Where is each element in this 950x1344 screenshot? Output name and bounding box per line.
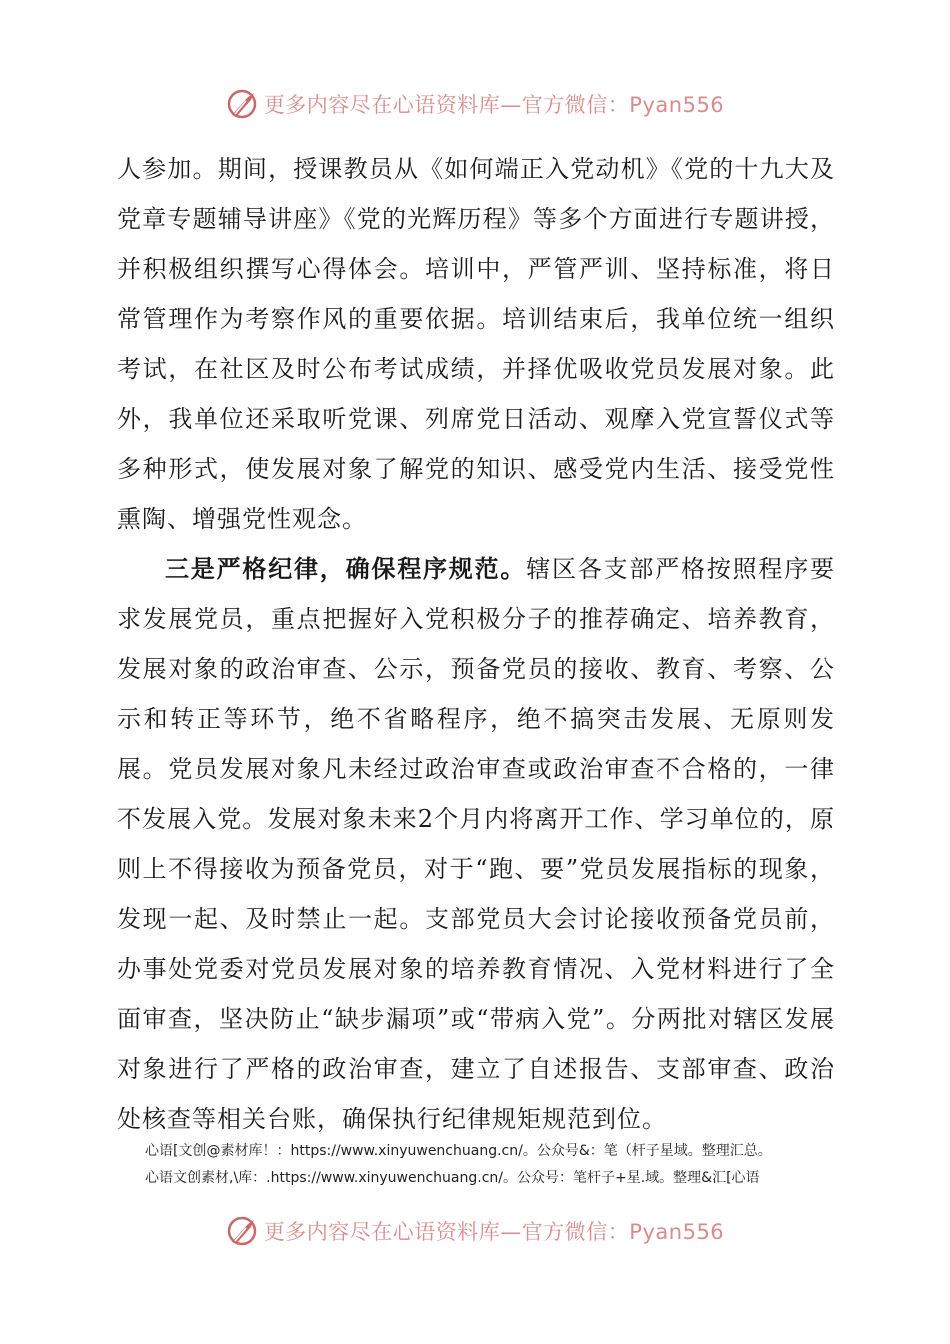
paragraph-2-heading: 三是严格纪律，确保程序规范。 <box>165 555 527 583</box>
pen-nib-logo-icon <box>226 1214 260 1248</box>
header-banner <box>0 86 950 122</box>
pen-nib-logo-icon <box>226 87 260 121</box>
document-body <box>117 144 835 1144</box>
paragraph-1: 人参加。期间，授课教员从《如何端正入党动机》《党的十九大及党章专题辅导讲座》《党的光辉历程》等多个方面进行专题讲授，并积极组织撰写心得体会。培训中，严管严训、坚持标准，将日常管理作为考察作风的重要依据。培训结束后，我单位统一组织考试，在社区及时公布考试成绩，并择优吸收党员发展对象。此外，我单位还采取听党课、列席党日活动、观摩入党宣誓仪式等多种形式，使发展对象了解党的知识、感受党内生活、接受党性熏陶、增强党性观念。 <box>117 155 835 533</box>
footer-banner <box>0 1213 950 1249</box>
paragraph-2-text: 辖区各支部严格按照程序要求发展党员，重点把握好入党积极分子的推荐确定、培养教育，发展对象的政治审查、公示，预备党员的接收、教育、考察、公示和转正等环节，绝不省略程序，绝不搞突击发展、无原则发展。党员发展对象凡未经过政治审查或政治审查不合格的，一律不发展入党。发展对象未来2个月内将离开工作、学习单位的，原则上不得接收为预备党员，对于“跑、要”党员发展指标的现象，发现一起、及时禁止一起。支部党员大会讨论接收预备党员前，办事处党委对党员发展对象的培养教育情况、入党材料进行了全面审查，坚决防止“缺步漏项”或“带病入党”。分两批对辖区发展对象进行了严格的政治审查，建立了自述报告、支部审查、政治处核查等相关台账，确保执行纪律规矩规范到位。 <box>117 555 836 1133</box>
header-banner-text: 更多内容尽在心语资料库—官方微信：Pyan556 <box>263 93 725 117</box>
footnote-line-2: 心语文创素材,\库：.https://www.xinyuwenchuang.cn/。公众号：笔杆子+星.域。整理&汇[心语 <box>145 1170 760 1186</box>
watermark-footnote <box>145 1138 845 1192</box>
footer-banner-text: 更多内容尽在心语资料库—官方微信：Pyan556 <box>263 1220 725 1244</box>
footnote-line-1: 心语[文创@素材库！：https://www.xinyuwenchuang.cn/。公众号&：笔（杆子星域。整理汇总。 <box>145 1143 772 1159</box>
paragraph-2 <box>117 544 835 1144</box>
